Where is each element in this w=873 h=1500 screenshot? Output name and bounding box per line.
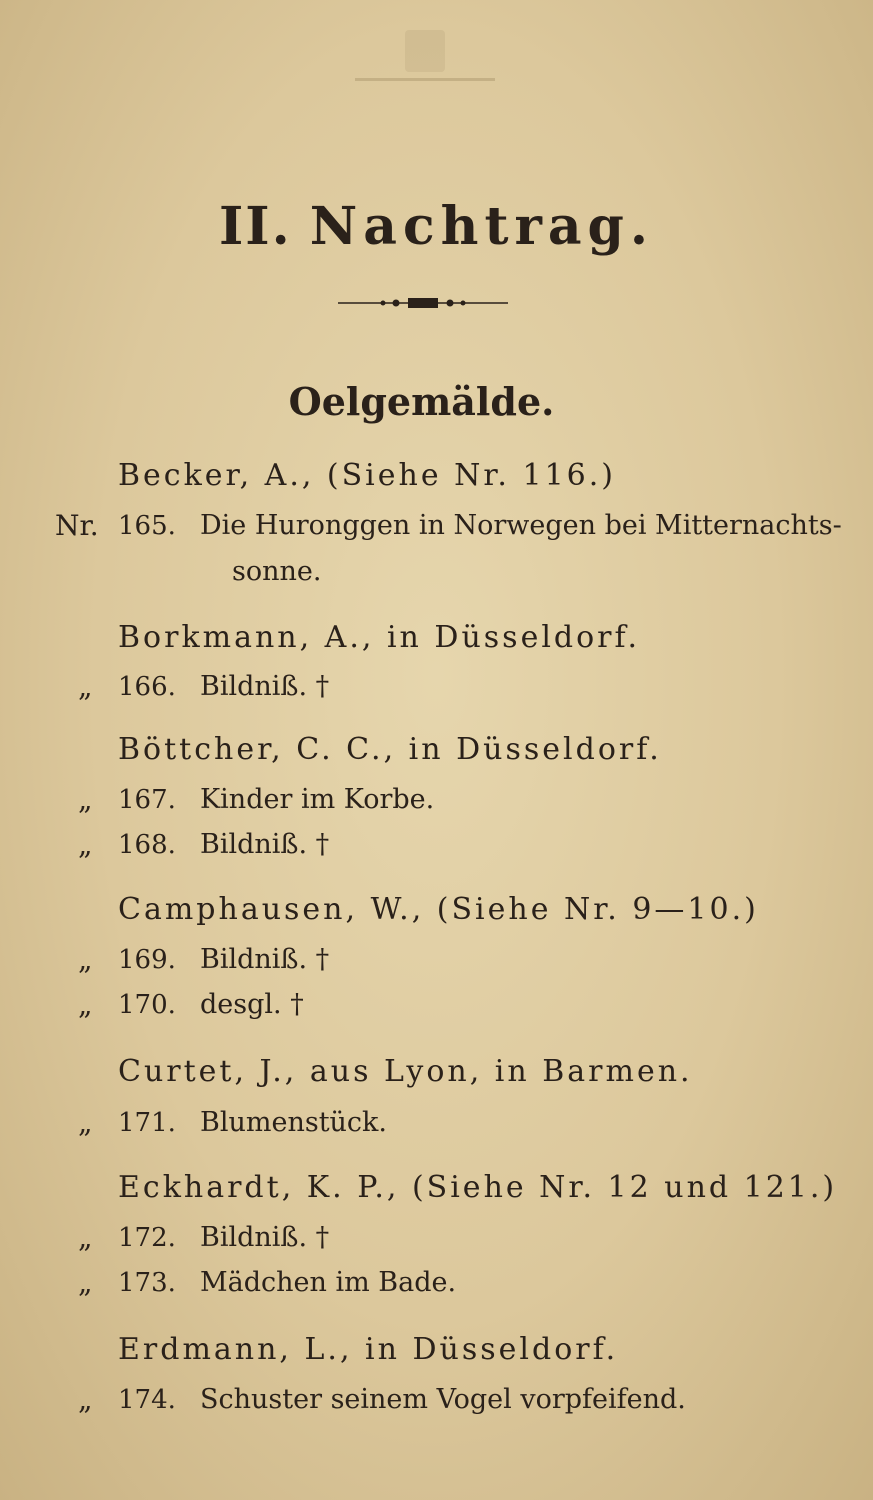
entry-description: Schuster seinem Vogel vorpfeifend. [200,1384,686,1415]
artist-heading: Becker, A., (Siehe Nr. 116.) [118,458,617,493]
ditto-mark: „ [78,988,93,1021]
ditto-mark: „ [78,1106,93,1139]
ditto-mark: „ [78,783,93,816]
ditto-mark: „ [78,670,93,703]
entry-number: 172. [118,1223,176,1253]
entry-description: Bildniß. † [200,829,330,860]
entry-number: 171. [118,1108,176,1138]
entry-description: Bildniß. † [200,671,330,702]
ditto-mark: „ [78,1221,93,1254]
entry-description: Mädchen im Bade. [200,1267,457,1298]
entry-description: Kinder im Korbe. [200,784,435,815]
artist-heading: Böttcher, C. C., in Düsseldorf. [118,732,662,767]
artist-heading: Borkmann, A., in Düsseldorf. [118,620,641,655]
ditto-mark: „ [78,828,93,861]
ditto-mark: „ [78,1266,93,1299]
entry-description-continued: sonne. [232,556,322,587]
artist-heading: Erdmann, L., in Düsseldorf. [118,1332,619,1367]
entry-number: 170. [118,990,176,1020]
entry-number: 173. [118,1268,176,1298]
entry-number: 166. [118,672,176,702]
entry-description: Blumenstück. [200,1107,387,1138]
entry-number: 165. [118,511,176,541]
entry-description: Bildniß. † [200,944,330,975]
bleed-through-page-number [405,30,445,72]
entry-number: 168. [118,830,176,860]
ditto-mark: „ [78,1383,93,1416]
section-heading: Oelgemälde. [288,379,555,424]
entry-description: Die Huronggen in Norwegen bei Mitternachts- [200,510,842,541]
header-rule [355,78,495,81]
title-text: Nachtrag. [309,196,655,257]
page-title [0,192,873,262]
entry-continuation [232,552,321,595]
artist-heading: Eckhardt, K. P., (Siehe Nr. 12 und 121.) [118,1170,838,1205]
title-roman-numeral: II. [218,196,292,257]
entry-number: 174. [118,1385,176,1415]
entry-number: 169. [118,945,176,975]
ditto-mark: „ [78,943,93,976]
entry-number-prefix: Nr. [55,509,99,542]
entry-number: 167. [118,785,176,815]
entry-description: Bildniß. † [200,1222,330,1253]
artist-heading: Curtet, J., aus Lyon, in Barmen. [118,1054,693,1089]
ornament-divider [338,297,508,309]
artist-heading: Camphausen, W., (Siehe Nr. 9—10.) [118,892,759,927]
entry-description: desgl. † [200,989,304,1020]
